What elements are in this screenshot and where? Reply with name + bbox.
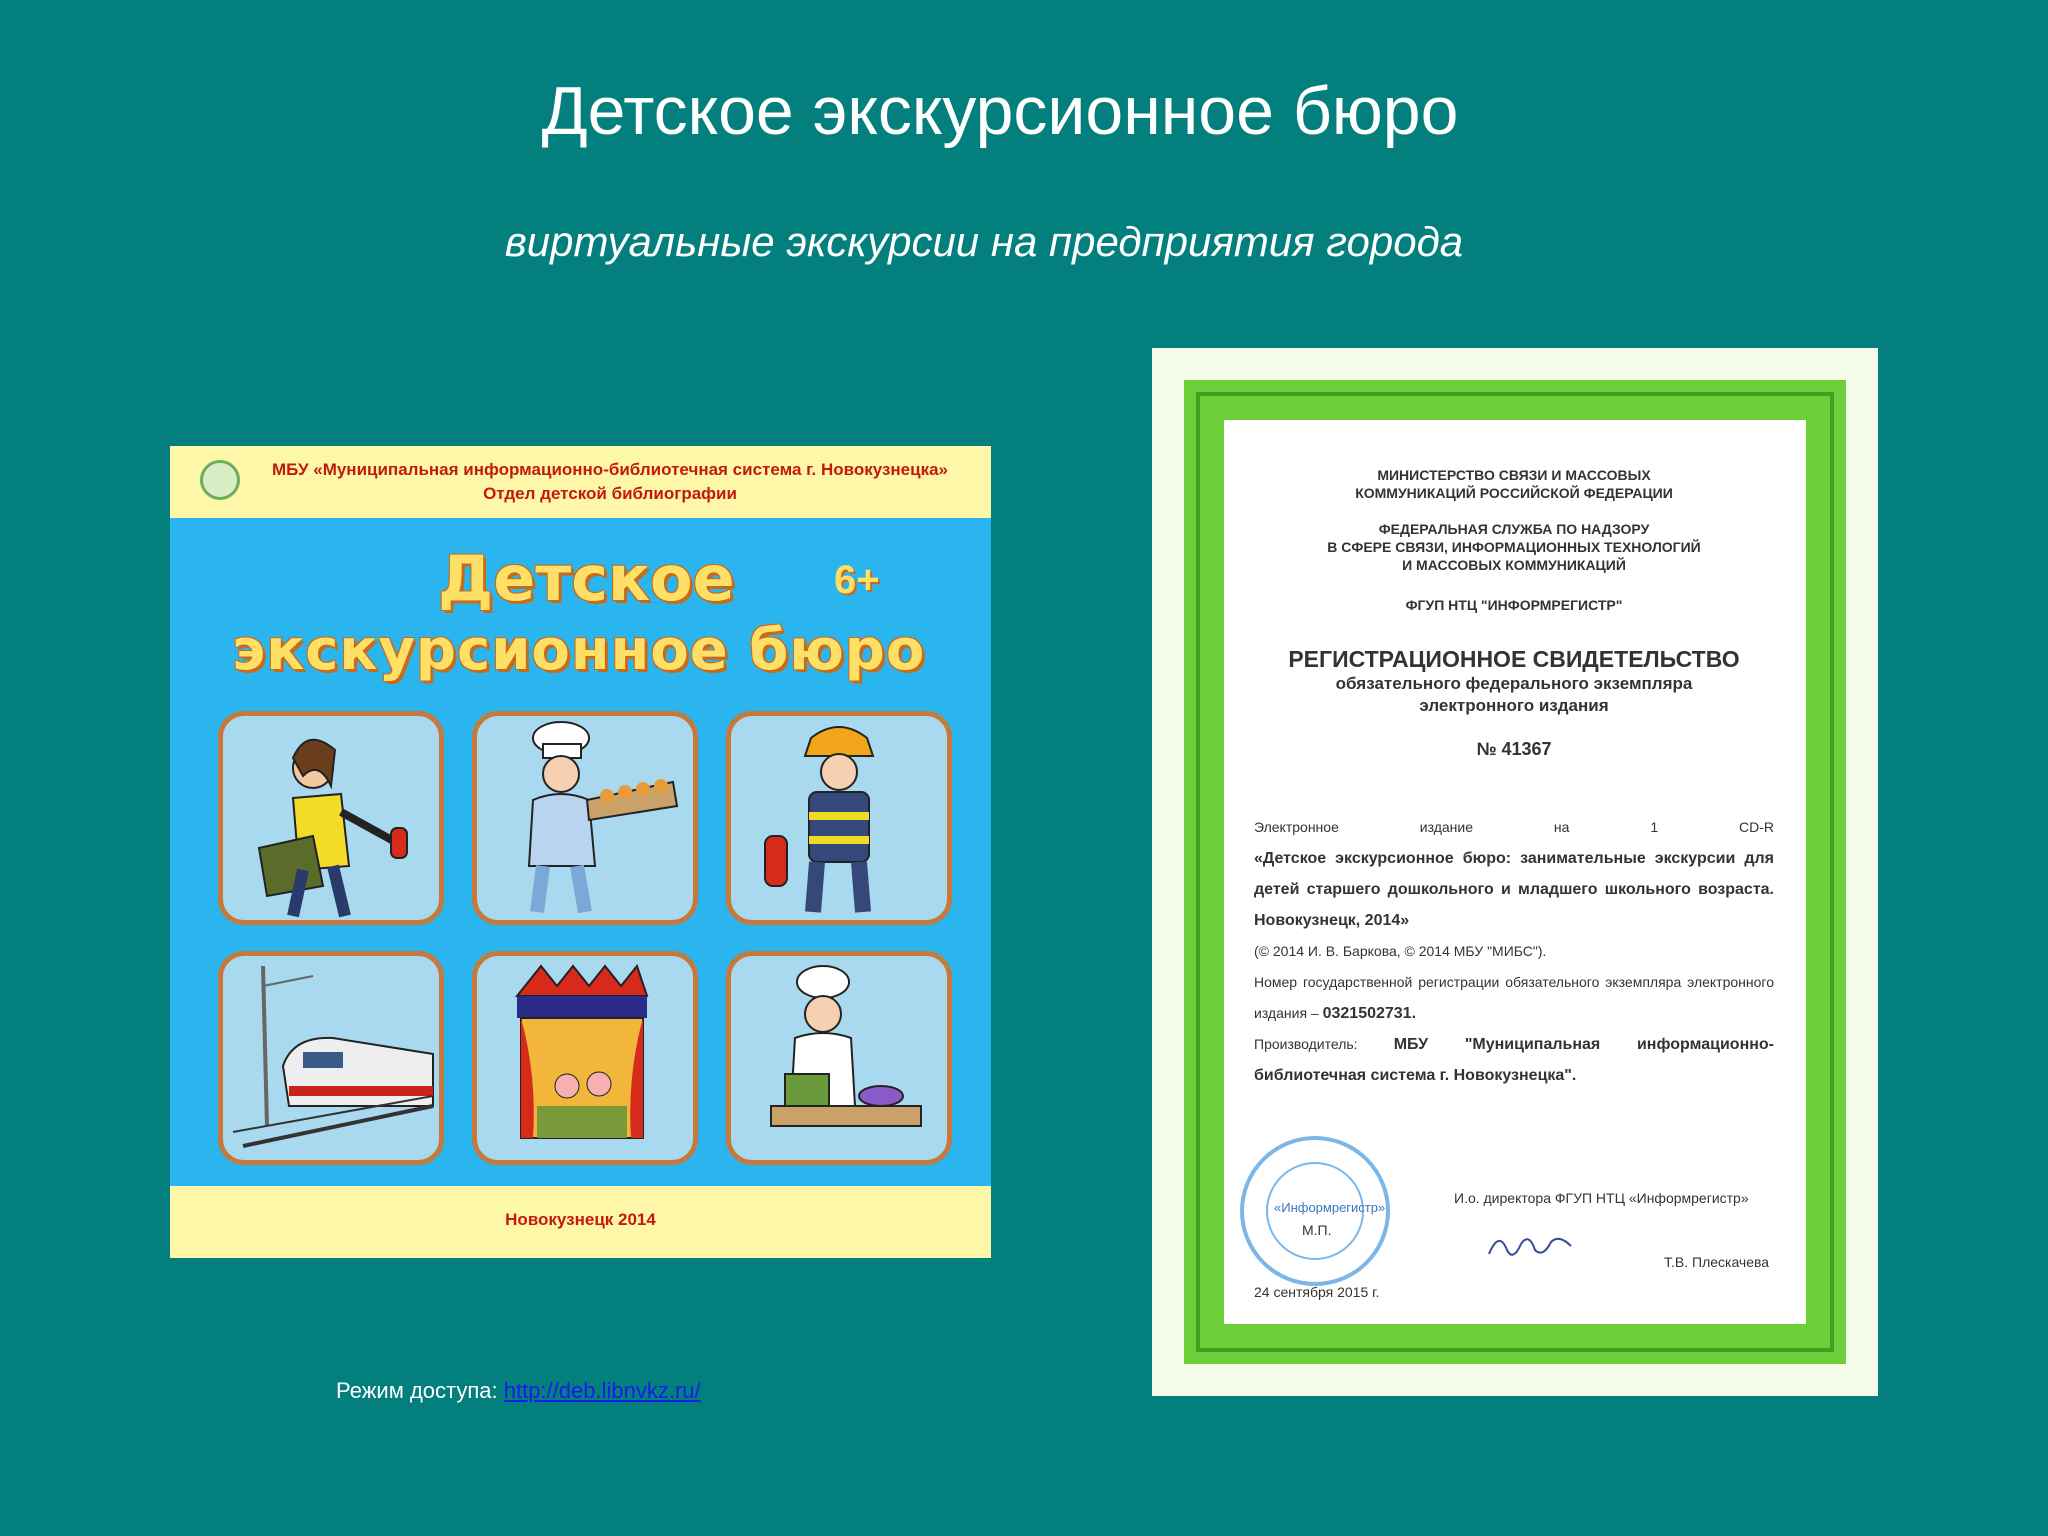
cert-ministry	[1254, 466, 1774, 502]
cd-cover-image	[170, 446, 991, 1258]
tile-train	[218, 951, 444, 1165]
cert-p3-value: МБУ "Муниципальная информационно-библиотечная система г. Новокузнецка".	[1254, 1036, 1774, 1084]
cert-paragraph-3	[1254, 1029, 1774, 1091]
cert-sub-line-2: электронного издания	[1419, 696, 1609, 715]
cert-fgup: ФГУП НТЦ "ИНФОРМРЕГИСТР"	[1405, 597, 1623, 613]
cover-organization	[230, 458, 990, 506]
age-rating-badge: 6+	[834, 558, 880, 602]
cover-org-line-2: Отдел детской библиографии	[483, 484, 737, 503]
slide-subtitle: виртуальные экскурсии на предприятия города	[504, 218, 1464, 265]
cert-p1-title: «Детское экскурсионное бюро: занимательные экскурсии для детей старшего дошкольного и младшего школьного возраста. Новокузнецк, 2014»	[1254, 850, 1774, 929]
cover-footer	[170, 1186, 991, 1258]
train-icon	[223, 956, 439, 1160]
cert-p1-copy: (© 2014 И. В. Баркова, © 2014 МБУ "МИБС").	[1254, 943, 1547, 959]
seal-stamp-icon	[1240, 1136, 1390, 1286]
tile-baker	[472, 711, 698, 925]
cert-p3-label: Производитель:	[1254, 1036, 1358, 1052]
cert-heading: РЕГИСТРАЦИОННОЕ СВИДЕТЕЛЬСТВО	[1288, 646, 1740, 672]
tile-journalist	[218, 711, 444, 925]
cert-signer: Т.В. Плескачева	[1664, 1254, 1770, 1270]
cert-service	[1254, 520, 1774, 574]
access-label: Режим доступа:	[336, 1378, 498, 1403]
cert-service-line-2: В СФЕРЕ СВЯЗИ, ИНФОРМАЦИОННЫХ ТЕХНОЛОГИЙ	[1327, 539, 1701, 555]
cert-paragraph-1	[1254, 812, 1774, 967]
journalist-icon	[223, 716, 439, 920]
cert-mp: М.П.	[1302, 1222, 1332, 1238]
cover-title-line-2: экскурсионное бюро	[232, 618, 926, 683]
cert-sub-line-1: обязательного федерального экземпляра	[1335, 674, 1693, 693]
puppet-theater-icon	[477, 956, 693, 1160]
stamp-text: «Информрегистр»	[1274, 1200, 1386, 1215]
cover-header	[170, 446, 991, 518]
tile-puppet-theater	[472, 951, 698, 1165]
tile-firefighter	[726, 711, 952, 925]
cert-p2-text: Номер государственной регистрации обязательного экземпляра электронного издания –	[1254, 974, 1774, 1021]
slide-title: Детское экскурсионное бюро	[541, 73, 1459, 149]
cert-p1-lead: Электронное издание на 1 CD-R	[1254, 819, 1774, 835]
cert-ministry-line-2: КОММУНИКАЦИЙ РОССИЙСКОЙ ФЕДЕРАЦИИ	[1355, 485, 1673, 501]
cert-p2-number: 0321502731.	[1322, 1005, 1417, 1022]
cert-service-line-3: И МАССОВЫХ КОММУНИКАЦИЙ	[1402, 557, 1626, 573]
cook-icon	[731, 956, 947, 1160]
cert-service-line-1: ФЕДЕРАЛЬНАЯ СЛУЖБА ПО НАДЗОРУ	[1378, 521, 1650, 537]
access-mode	[336, 1378, 701, 1404]
registration-certificate-image	[1152, 348, 1878, 1396]
cert-ministry-line-1: МИНИСТЕРСТВО СВЯЗИ И МАССОВЫХ	[1377, 467, 1651, 483]
cert-number: № 41367	[1476, 739, 1552, 759]
firefighter-icon	[731, 716, 947, 920]
cover-city-year: Новокузнецк 2014	[505, 1210, 656, 1229]
signature-icon	[1485, 1226, 1575, 1266]
cover-title-line-1: Детское	[438, 542, 735, 615]
cover-org-line-1: МБУ «Муниципальная информационно-библиотечная система г. Новокузнецка»	[271, 460, 949, 479]
cert-paragraph-2	[1254, 967, 1774, 1029]
certificate-text	[1254, 466, 1774, 1091]
tile-cook	[726, 951, 952, 1165]
access-link[interactable]: http://deb.libnvkz.ru/	[503, 1378, 701, 1403]
cert-date: 24 сентября 2015 г.	[1254, 1284, 1380, 1300]
baker-icon	[477, 716, 693, 920]
cert-director: И.о. директора ФГУП НТЦ «Информрегистр»	[1454, 1190, 1749, 1206]
